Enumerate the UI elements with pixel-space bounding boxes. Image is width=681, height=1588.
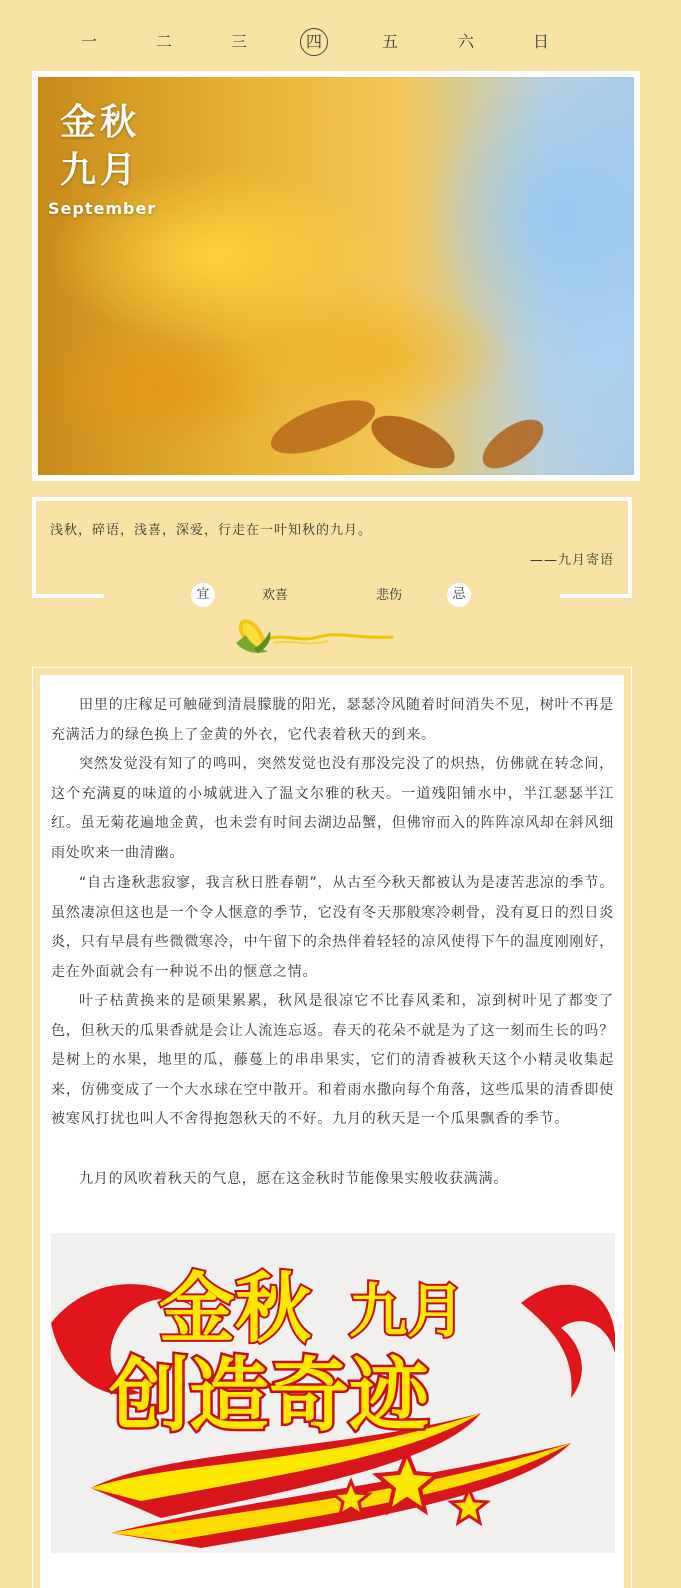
poster-text-golden-autumn: 金秋 (159, 1264, 311, 1353)
ji-value: 悲伤 (376, 588, 403, 603)
weekday-sat[interactable]: 六 (457, 32, 474, 51)
weekday-sun[interactable]: 日 (532, 32, 549, 51)
hero-title-line1: 金秋 (60, 102, 141, 143)
weekday-tue[interactable]: 二 (155, 32, 172, 51)
article-paragraph-2: 突然发觉没有知了的鸣叫，突然发觉也没有那没完没了的炽热，仿佛就在转念间，这个充满夏的味道的小城就进入了温文尔雅的秋天。一道残阳铺水中，半江瑟瑟半江红。虽无菊花遍地金黄，也未尝有时间去湖边品蟹，但佛帘而入的阵阵凉风却在斜风细雨处吹来一曲清幽。 (51, 756, 614, 861)
golden-autumn-poster-image (51, 1233, 615, 1553)
weekday-thu-selected[interactable]: 四 (297, 26, 331, 58)
article-paragraph-1: 田里的庄稼足可触碰到清晨朦胧的阳光，瑟瑟冷风随着时间消失不见，树叶不再是充满活力的绿色换上了金黄的外衣，它代表着秋天的到来。 (51, 697, 614, 743)
weekday-mon[interactable]: 一 (80, 32, 97, 51)
hero-title-line2: 九月 (60, 150, 141, 191)
weekday-row (0, 26, 681, 58)
article-paragraph-3: “自古逢秋悲寂寥，我言秋日胜春朝”，从古至今秋天都被认为是凄苦悲凉的季节。虽然凄凉但这也是一个令人惬意的季节，它没有冬天那般寒冷刺骨，没有夏日的烈日炎炎，只有早晨有些微微寒冷，中午留下的余热伴着轻轻的凉风使得下午的温度刚刚好，走在外面就会有一种说不出的惬意之情。 (51, 875, 614, 980)
quote-box (32, 497, 632, 597)
leaf-shape (264, 389, 381, 464)
corn-ornament-icon (228, 613, 398, 659)
autumn-leaves-photo (38, 77, 634, 475)
weekday-fri[interactable]: 五 (381, 32, 398, 51)
divider (32, 594, 104, 598)
hero-photo-frame (32, 71, 640, 481)
yi-badge: 宜 (191, 583, 215, 607)
hero-subtitle: September (48, 199, 157, 218)
hero-title (48, 99, 157, 218)
weekday-wed[interactable]: 三 (230, 32, 247, 51)
poster-text-september: 九月 (349, 1277, 466, 1345)
leaf-shape (475, 410, 552, 475)
quote-signature: ——九月寄语 (529, 553, 614, 568)
article-paragraph-4: 叶子枯黄换来的是硕果累累，秋风是很凉它不比春风柔和，凉到树叶见了都变了色，但秋天的瓜果香就是会让人流连忘返。春天的花朵不就是为了这一刻而生长的吗？是树上的水果，地里的瓜，藤蔓上的串串果实，它们的清香被秋天这个小精灵收集起来，仿佛变成了一个大水球在空中散开。和着雨水撒向每个角落，这些瓜果的清香即使被寒风打扰也叫人不舍得抱怨秋天的不好。九月的秋天是一个瓜果飘香的季节。 (51, 993, 614, 1128)
ji-badge: 忌 (447, 583, 471, 607)
poster-text-create-miracle: 创造奇迹 (109, 1349, 429, 1442)
yi-value: 欢喜 (262, 588, 289, 603)
quote-text: 浅秋，碎语，浅喜，深爱，行走在一叶知秋的九月。 (50, 523, 373, 538)
leaf-shape (364, 405, 462, 475)
article-paragraph-5: 九月的风吹着秋天的气息，愿在这金秋时节能像果实般收获满满。 (79, 1171, 509, 1187)
divider (560, 594, 632, 598)
